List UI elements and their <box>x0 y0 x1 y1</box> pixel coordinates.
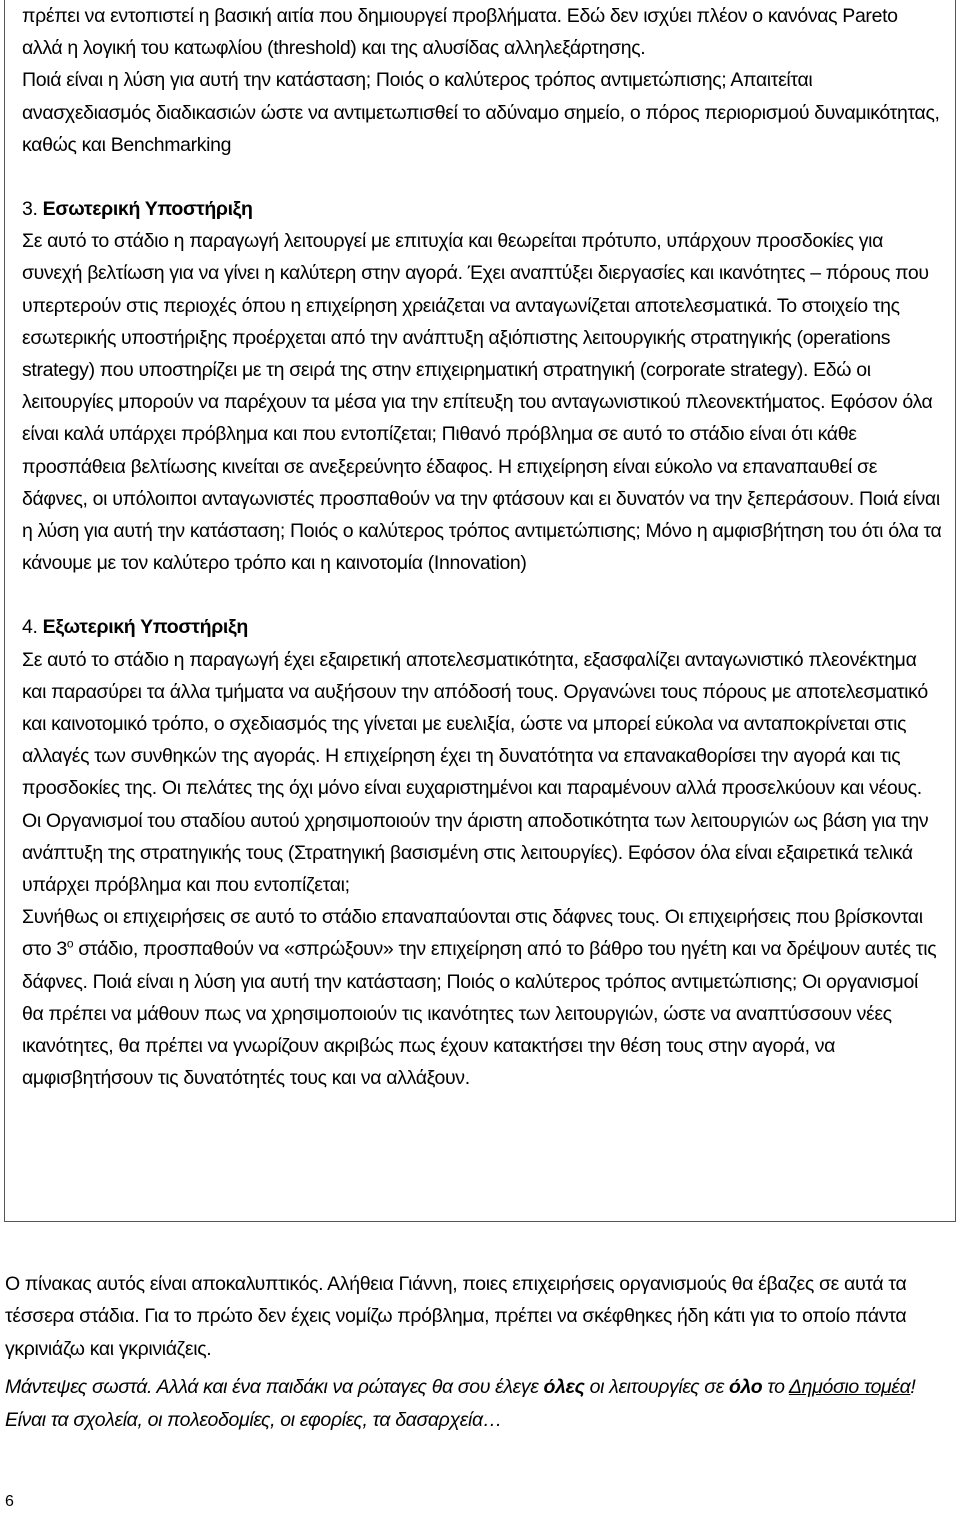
italic-text-3: το <box>762 1376 789 1399</box>
intro-paragraph-2: Ποιά είναι η λύση για αυτή την κατάσταση; Ποιός ο καλύτερος τρόπος αντιμετώπισης; Απαιτείται ανασχεδιασμός διαδικασιών ώστε να αντιμετωπισθεί το αδύναμο σημείο, ο πόρος περιορισμού δυναμικότητας, καθώς και Benchmarking <box>22 69 940 156</box>
section-4-title: Εξωτερική Υποστήριξη <box>42 616 248 639</box>
commentary-italic <box>5 1371 955 1436</box>
italic-text-2: οι λειτουργίες σε <box>584 1376 729 1399</box>
italic-underlined: Δημόσιο τομέα <box>788 1376 911 1399</box>
commentary-paragraph: Ο πίνακας αυτός είναι αποκαλυπτικός. Αλήθεια Γιάννη, ποιες επιχειρήσεις οργανισμούς θα έβαζες σε αυτά τα τέσσερα στάδια. Για το πρώτο δεν έχεις νομίζω πρόβλημα, πρέπει να σκέφθηκες ήδη κάτι για το οποίο πάντα γκρινιάζω και γκρινιάζεις. <box>5 1273 907 1360</box>
section-4-body-2 <box>22 901 942 1094</box>
italic-bold-1: όλες <box>543 1376 585 1399</box>
section-3-body: Σε αυτό το στάδιο η παραγωγή λειτουργεί με επιτυχία και θεωρείται πρότυπο, υπάρχουν προσδοκίες για συνεχή βελτίωση για να γίνει η καλύτερη στην αγορά. Έχει αναπτύξει διεργασίες και ικανότητες – πόρους που υπερτερούν στις περιοχές όπου η επιχείρηση χρειάζεται να ανταγωνίζεται αποτελεσματικά. Το στοιχείο της εσωτερικής υποστήριξης προέρχεται από την ανάπτυξη αξιόπιστης λειτουργικής στρατηγικής (operations strategy) που υποστηρίζει με τη σειρά της στην επιχειρηματική στρατηγική (corporate strategy). Εδώ οι λειτουργίες μπορούν να παρέχουν τα μέσα για την επίτευξη του ανταγωνιστικού πλεονεκτήματος. Εφόσον όλα είναι καλά υπάρχει πρόβλημα και που εντοπίζεται; Πιθανό πρόβλημα σε αυτό το στάδιο είναι ότι κάθε προσπάθεια βελτίωσης κινείται σε ανεξερεύνητο έδαφος. Η επιχείρηση είναι εύκολο να επαναπαυθεί σε δάφνες, οι υπόλοιποι ανταγωνιστές προσπαθούν να την φτάσουν και ει δυνατόν να την ξεπεράσουν. Ποιά είναι η λύση για αυτή την κατάσταση; Ποιός ο καλύτερος τρόπος αντιμετώπισης; Μόνο η αμφισβήτηση του ότι όλα τα κάνουμε με τον καλύτερο τρόπο και η καινοτομία (Innovation) <box>22 230 942 575</box>
section-4-body-2-a: Συνήθως οι επιχειρήσεις σε αυτό το στάδιο επαναπαύονται στις δάφνες τους. Οι επιχειρήσεις που βρίσκονται στο 3 <box>22 906 923 961</box>
section-4-number: 4. <box>22 616 38 639</box>
intro-paragraph-1: πρέπει να εντοπιστεί η βασική αιτία που δημιουργεί προβλήματα. Εδώ δεν ισχύει πλέον ο κανόνας Pareto αλλά η λογική του κατωφλίου (threshold) και της αλυσίδας αλληλεξάρτησης. <box>22 5 898 60</box>
italic-text-4: ! Είναι τα σχολεία, οι πολεοδομίες, οι εφορίες, τα δασαρχεία… <box>5 1376 916 1431</box>
ordinal-superscript: ο <box>66 936 74 951</box>
box-content <box>22 0 942 1095</box>
commentary <box>5 1268 955 1436</box>
section-3-heading <box>22 193 942 225</box>
page-number: 6 <box>5 1493 14 1510</box>
italic-text-1: Μάντεψες σωστά. Αλλά και ένα παιδάκι να ρώταγες θα σου έλεγε <box>5 1376 544 1399</box>
section-4-body-1: Σε αυτό το στάδιο η παραγωγή έχει εξαιρετική αποτελεσματικότητα, εξασφαλίζει ανταγωνιστικό πλεονέκτημα και παρασύρει τα άλλα τμήματα να αυξήσουν την απόδοσή τους. Οργανώνει τους πόρους με αποτελεσματικό και καινοτομικό τρόπο, ο σχεδιασμός της γίνεται με ευελιξία, ώστε να μπορεί εύκολα να ανταποκρίνεται στις αλλαγές των συνθηκών της αγοράς. Η επιχείρηση έχει τη δυνατότητα να επανακαθορίσει την αγορά και τις προσδοκίες της. Οι πελάτες της όχι μόνο είναι ευχαριστημένοι και παραμένουν αλλά προσελκύουν και νέους. Οι Οργανισμοί του σταδίου αυτού χρησιμοποιούν την άριστη αποδοτικότητα των λειτουργιών ως βάση για την ανάπτυξη της στρατηγικής τους (Στρατηγική βασισμένη στις λειτουργίες). Εφόσον όλα είναι εξαιρετικά τελικά υπάρχει πρόβλημα και που εντοπίζεται; <box>22 648 929 897</box>
section-4-heading <box>22 611 942 643</box>
section-3-title: Εσωτερική Υποστήριξη <box>42 198 253 221</box>
italic-bold-2: όλο <box>728 1376 763 1399</box>
section-3-number: 3. <box>22 198 38 221</box>
section-4-body-2-b: στάδιο, προσπαθούν να «σπρώξουν» την επιχείρηση από το βάθρο του ηγέτη και να δρέψουν αυτές τις δάφνες. Ποιά είναι η λύση για αυτή την κατάσταση; Ποιός ο καλύτερος τρόπος αντιμετώπισης; Οι οργανισμοί θα πρέπει να μάθουν πως να χρησιμοποιούν τις ικανότητες των λειτουργιών, ώστε να αναπτύσσουν νέες ικανότητες, θα πρέπει να γνωρίζουν ακριβώς πως έχουν κατακτήσει την θέση τους στην αγορά, να αμφισβητήσουν τις δυνατότητές τους και να αλλάξουν. <box>22 938 937 1090</box>
